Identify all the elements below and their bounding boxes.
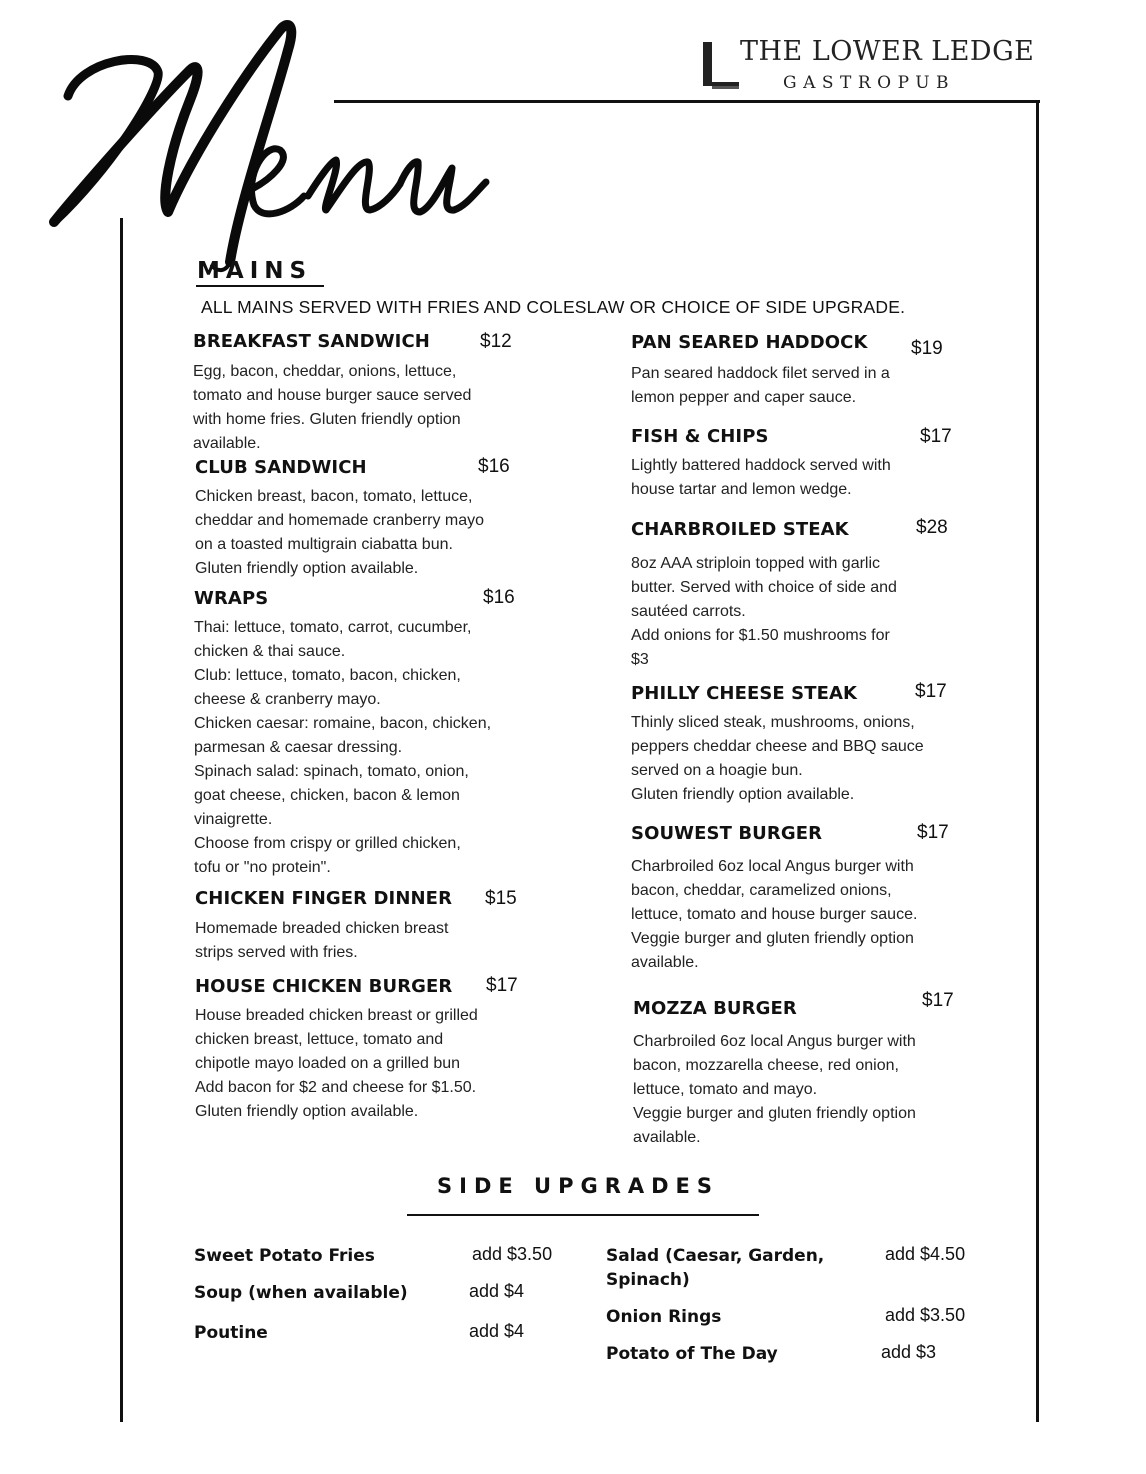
mains-intro: ALL MAINS SERVED WITH FRIES AND COLESLAW OR CHOICE OF SIDE UPGRADE. [201,297,906,317]
item-name: BREAKFAST SANDWICH [193,331,430,352]
item-price: $17 [915,681,947,702]
brand-subtitle: GASTROPUB [783,73,956,93]
item-description: Homemade breaded chicken breast strips served with fries. [195,920,449,961]
item-description: Chicken breast, bacon, tomato, lettuce, cheddar and homemade cranberry mayo on a toasted multigrain ciabatta bun. Gluten friendly option available. [195,488,485,577]
mains-underline [196,285,324,287]
item-price: $16 [478,456,510,477]
brand-name: THE LOWER LEDGE [740,36,1035,67]
item-price: $17 [922,990,954,1011]
item-price: $17 [486,975,518,996]
item-price: $19 [911,338,943,359]
item-name: FISH & CHIPS [631,426,769,447]
frame-left-line [120,218,123,1422]
item-name: SOUWEST BURGER [631,823,823,844]
mains-heading: MAINS [197,258,313,284]
item-description: Charbroiled 6oz local Angus burger with bacon, mozzarella cheese, red onion, lettuce, tomato and mayo. Veggie burger and gluten friendly option available. [633,1033,916,1146]
side-price: add $3.50 [885,1305,966,1325]
item-description: Lightly battered haddock served with house tartar and lemon wedge. [631,457,891,498]
side-price: add $3.50 [472,1244,553,1264]
side-name: Salad (Caesar, Garden, Spinach) [606,1246,825,1290]
item-price: $16 [483,587,515,608]
frame-right-line [1036,100,1039,1422]
item-description: Thinly sliced steak, mushrooms, onions, peppers cheddar cheese and BBQ sauce served on a hoagie bun. Gluten friendly option available. [631,714,924,803]
side-price: add $4 [469,1321,525,1341]
item-name: HOUSE CHICKEN BURGER [195,976,453,997]
item-description: Thai: lettuce, tomato, carrot, cucumber, chicken & thai sauce. Club: lettuce, tomato, bacon, chicken, cheese & cranberry mayo. Chicken caesar: romaine, bacon, chicken, parmesan & caesar dressing. Spinach salad: spinach, tomato, onion, goat cheese, chicken, bacon & lemon vinaigrette. Choose from crispy or grilled chicken, tofu or "no protein". [194,619,492,876]
side-upgrades-underline [407,1214,759,1216]
item-price: $15 [485,888,517,909]
item-description: Egg, bacon, cheddar, onions, lettuce, tomato and house burger sauce served with home fries. Gluten friendly option available. [193,363,472,452]
item-name: MOZZA BURGER [633,998,797,1019]
item-price: $17 [920,426,952,447]
item-description: 8oz AAA striploin topped with garlic butter. Served with choice of side and sautéed carrots. Add onions for $1.50 mushrooms for $3 [631,555,897,668]
menu-script-title [40,0,510,290]
item-description: House breaded chicken breast or grilled chicken breast, lettuce, tomato and chipotle mayo loaded on a grilled bun Add bacon for $2 and cheese for $1.50. Gluten friendly option available. [195,1007,478,1120]
item-price: $17 [917,822,949,843]
item-name: PHILLY CHEESE STEAK [631,683,858,704]
item-price: $28 [916,517,948,538]
brand-logo-icon [703,42,743,90]
side-name: Onion Rings [606,1307,722,1327]
item-name: CLUB SANDWICH [195,457,367,478]
side-name: Sweet Potato Fries [194,1246,375,1266]
side-price: add $3 [881,1342,937,1362]
side-price: add $4.50 [885,1244,966,1264]
side-upgrades-heading: SIDE UPGRADES [437,1174,720,1198]
side-name: Poutine [194,1323,268,1343]
item-description: Charbroiled 6oz local Angus burger with bacon, cheddar, caramelized onions, lettuce, tomato and house burger sauce. Veggie burger and gluten friendly option available. [631,858,918,971]
item-name: CHARBROILED STEAK [631,519,849,540]
item-name: CHICKEN FINGER DINNER [195,888,453,909]
item-price: $12 [480,331,512,352]
side-name: Soup (when available) [194,1283,408,1303]
side-price: add $4 [469,1281,525,1301]
item-name: PAN SEARED HADDOCK [631,332,868,353]
item-name: WRAPS [194,588,269,609]
item-description: Pan seared haddock filet served in a lemon pepper and caper sauce. [631,365,890,406]
side-name: Potato of The Day [606,1344,778,1364]
